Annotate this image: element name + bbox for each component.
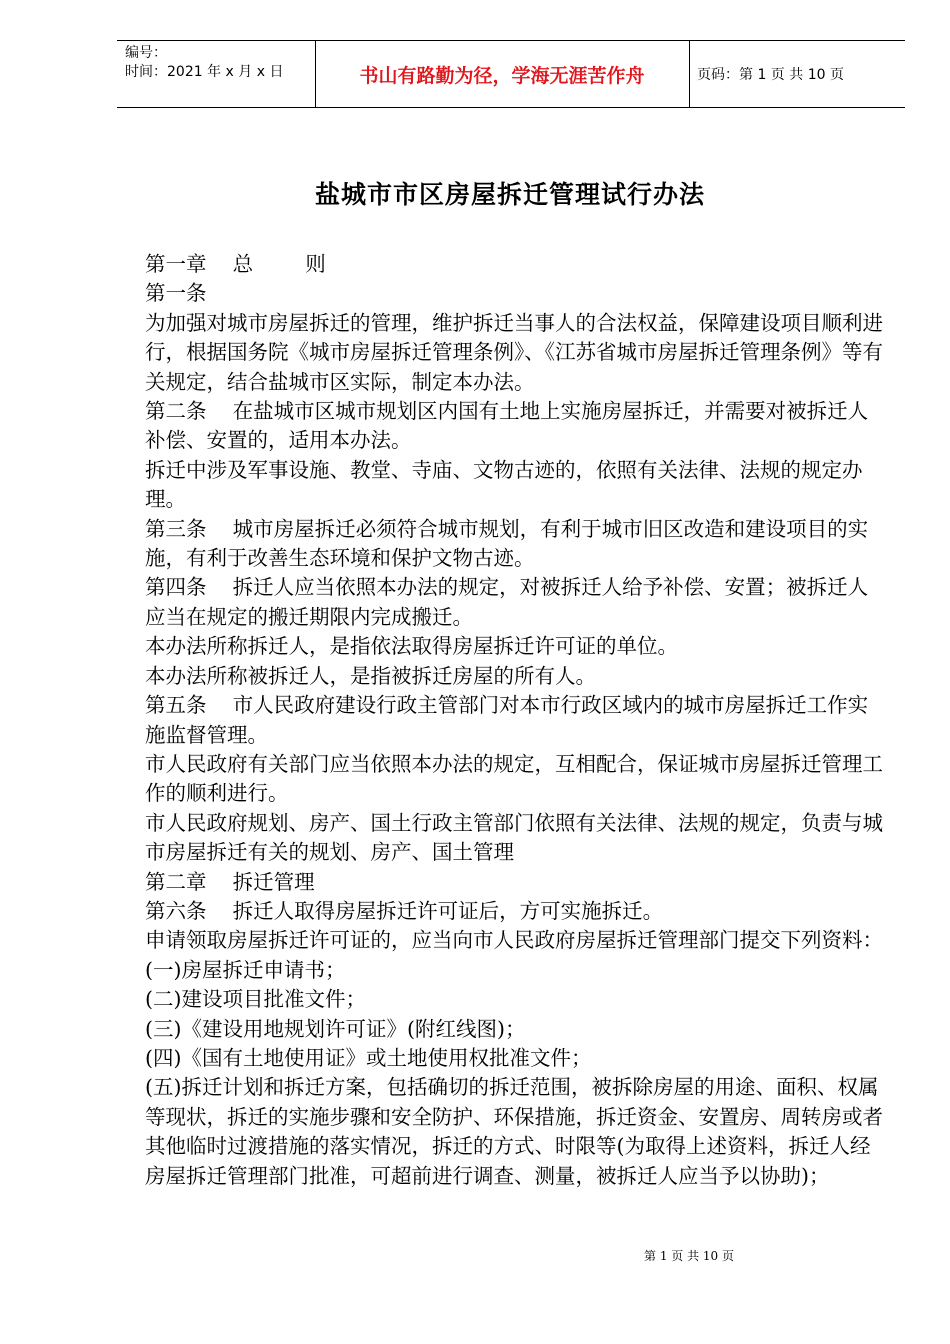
paragraph: 第五条 市人民政府建设行政主管部门对本市行政区域内的城市房屋拆迁工作实施监督管理。	[145, 693, 869, 747]
header-bottom-rule	[117, 107, 905, 108]
header-top-rule	[117, 40, 905, 41]
document-title: 盐城市市区房屋拆迁管理试行办法	[314, 180, 705, 209]
paragraph: 第四条 拆迁人应当依照本办法的规定，对被拆迁人给予补偿、安置；被拆迁人应当在规定的搬迁期限内完成搬迁。	[145, 575, 869, 629]
list-item: (一)房屋拆迁申请书；	[145, 957, 346, 982]
document-time: 时间：2021 年 x 月 x 日	[125, 64, 284, 80]
paragraph: 第六条 拆迁人取得房屋拆迁许可证后，方可实施拆迁。	[145, 898, 664, 923]
header-motto: 书山有路勤为径，学海无涯苦作舟	[359, 65, 645, 87]
paragraph: 市人民政府有关部门应当依照本办法的规定，互相配合，保证城市房屋拆迁管理工作的顺利进行。	[145, 751, 883, 806]
paragraph: 拆迁中涉及军事设施、教堂、寺庙、文物古迹的，依照有关法律、法规的规定办理。	[145, 457, 863, 512]
paragraph: 本办法所称被拆迁人，是指被拆迁房屋的所有人。	[145, 663, 596, 688]
list-item: (四)《国有土地使用证》或土地使用权批准文件；	[145, 1045, 592, 1070]
paragraph: 本办法所称拆迁人，是指依法取得房屋拆迁许可证的单位。	[145, 634, 678, 659]
paragraph: 第二条 在盐城市区城市规划区内国有土地上实施房屋拆迁，并需要对被拆迁人补偿、安置的，适用本办法。	[145, 399, 869, 453]
article-heading: 第一条	[145, 281, 207, 306]
header-meta	[125, 44, 283, 82]
page-header	[117, 40, 905, 108]
list-item: (三)《建设用地规划许可证》(附红线图)；	[145, 1016, 526, 1041]
list-item: (五)拆迁计划和拆迁方案，包括确切的拆迁范围，被拆除房屋的用途、面积、权属等现状，拆迁的实施步骤和安全防护、环保措施，拆迁资金、安置房、周转房或者其他临时过渡措施的落实情况，拆迁的方式、时限等(为取得上述资料，拆迁人经房屋拆迁管理部门批准，可超前进行调查、测量，被拆迁人应当予以协助)；	[145, 1075, 883, 1188]
document-number-label: 编号：	[125, 45, 167, 61]
chapter-heading: 第二章 拆迁管理	[145, 869, 315, 894]
chapter-heading: 第一章 总 则	[145, 252, 326, 276]
document-body	[145, 250, 885, 1191]
header-page-info: 页码：第 1 页 共 10 页	[697, 67, 844, 83]
page-footer: 第 1 页 共 10 页	[644, 1249, 734, 1263]
paragraph: 第三条 城市房屋拆迁必须符合城市规划，有利于城市旧区改造和建设项目的实施，有利于改善生态环境和保护文物古迹。	[145, 516, 869, 571]
paragraph: 市人民政府规划、房产、国土行政主管部门依照有关法律、法规的规定，负责与城市房屋拆迁有关的规划、房产、国土管理	[145, 810, 883, 865]
paragraph: 为加强对城市房屋拆迁的管理，维护拆迁当事人的合法权益，保障建设项目顺利进行，根据国务院《城市房屋拆迁管理条例》、《江苏省城市房屋拆迁管理条例》等有关规定，结合盐城市区实际，制定本办法。	[145, 310, 883, 394]
header-divider-right	[689, 40, 690, 108]
list-item: (二)建设项目批准文件；	[145, 987, 366, 1012]
paragraph: 申请领取房屋拆迁许可证的，应当向市人民政府房屋拆迁管理部门提交下列资料：	[145, 928, 883, 953]
